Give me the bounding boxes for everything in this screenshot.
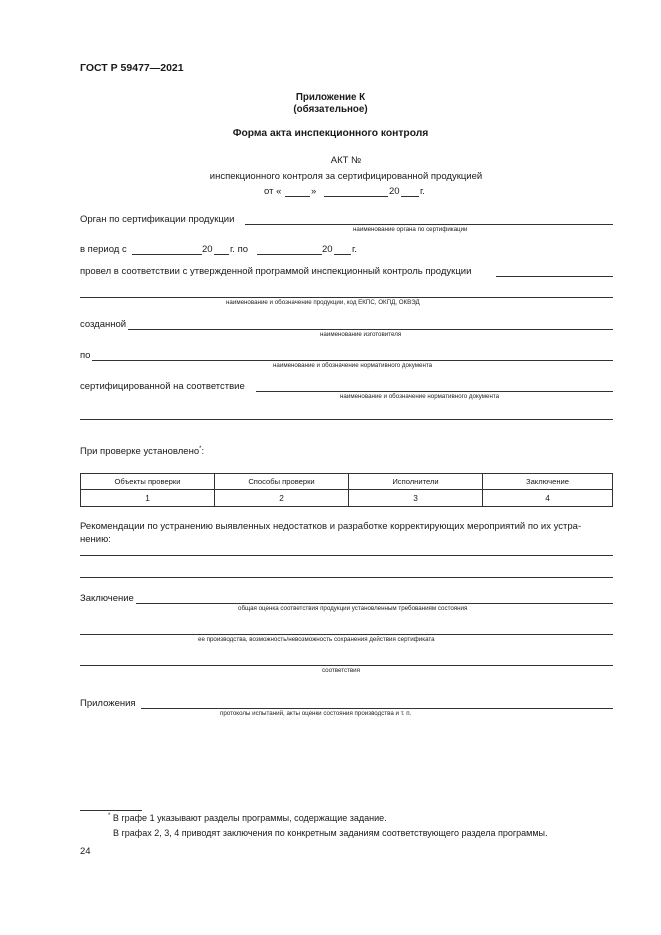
product-input-line[interactable] bbox=[80, 297, 613, 298]
period-year2: 20 bbox=[322, 244, 333, 255]
month-blank[interactable] bbox=[324, 196, 388, 197]
recommendations-line2: нению: bbox=[80, 534, 111, 545]
findings-mark: * bbox=[199, 446, 202, 452]
table-cell-2: 2 bbox=[215, 490, 349, 507]
attachments-label: Приложения bbox=[80, 698, 136, 709]
manufacturer-caption: наименование изготовителя bbox=[320, 331, 402, 338]
period-prefix: в период с bbox=[80, 244, 127, 255]
findings-suffix: : bbox=[201, 446, 205, 458]
appendix-status: (обязательное) bbox=[293, 104, 368, 115]
footnote-mark: * bbox=[108, 813, 111, 819]
period-mid: г. по bbox=[230, 244, 249, 255]
footnote-separator bbox=[80, 810, 142, 811]
table-row bbox=[81, 490, 613, 507]
footnote-line1: В графе 1 указывают разделы программы, содержащие задание. bbox=[112, 813, 387, 823]
certified-label: сертифицированной на соответствие bbox=[80, 381, 245, 392]
organ-caption: наименование органа по сертификации bbox=[353, 226, 468, 233]
conclusion-caption-2: ее производства, возможность/невозможность сохранения действия сертификата bbox=[198, 636, 435, 643]
recommendations-input-line-1[interactable] bbox=[80, 555, 613, 556]
attachments-caption: протоколы испытаний, акты оценки состояния производства и т. п. bbox=[220, 710, 412, 717]
col-objects: Объекты проверки bbox=[81, 474, 215, 490]
period-year2-blank[interactable] bbox=[334, 254, 351, 255]
conducted-input-line[interactable] bbox=[496, 276, 613, 277]
findings-label bbox=[80, 446, 204, 457]
year-blank[interactable] bbox=[401, 196, 419, 197]
col-methods: Способы проверки bbox=[215, 474, 349, 490]
period-suffix: г. bbox=[352, 244, 357, 255]
conclusion-input-line-2[interactable] bbox=[80, 634, 613, 635]
product-caption: наименование и обозначение продукции, код ЕКПС, ОКПД, ОКВЭД bbox=[226, 299, 420, 306]
organ-label: Орган по сертификации продукции bbox=[80, 214, 235, 225]
conclusion-caption-1: общая оценка соответствия продукции установленным требованиям состояния bbox=[238, 605, 468, 612]
ndoc-caption: наименование и обозначение нормативного документа bbox=[273, 362, 433, 369]
conclusion-label: Заключение bbox=[80, 593, 134, 604]
period-year1-blank[interactable] bbox=[214, 254, 229, 255]
standard-code: ГОСТ Р 59477—2021 bbox=[80, 62, 184, 74]
recommendations-input-line-2[interactable] bbox=[80, 577, 613, 578]
conclusion-input-line-3[interactable] bbox=[80, 665, 613, 666]
table-cell-1: 1 bbox=[81, 490, 215, 507]
year-prefix: 20 bbox=[389, 186, 400, 197]
col-executors: Исполнители bbox=[349, 474, 483, 490]
day-blank[interactable] bbox=[285, 196, 310, 197]
year-suffix: г. bbox=[420, 186, 425, 197]
appendix-title: Приложение К bbox=[295, 92, 366, 103]
conclusion-caption-3: соответствия bbox=[322, 667, 360, 674]
col-conclusion: Заключение bbox=[483, 474, 613, 490]
table-cell-4: 4 bbox=[483, 490, 613, 507]
period-start-blank[interactable] bbox=[132, 254, 202, 255]
act-subtitle: инспекционного контроля за сертифицированной продукцией bbox=[209, 171, 483, 182]
ndoc-input-line[interactable] bbox=[92, 360, 613, 361]
certified-extra-line[interactable] bbox=[80, 419, 613, 420]
period-year1: 20 bbox=[202, 244, 213, 255]
date-prefix: от « bbox=[264, 186, 282, 197]
by-label: по bbox=[80, 350, 91, 361]
table-header-row bbox=[81, 474, 613, 490]
period-end-blank[interactable] bbox=[257, 254, 322, 255]
attachments-input-line[interactable] bbox=[141, 708, 613, 709]
created-label: созданной bbox=[80, 319, 127, 330]
conclusion-input-line[interactable] bbox=[136, 603, 613, 604]
findings-text: При проверке установлено bbox=[80, 446, 200, 458]
act-title: АКТ № bbox=[330, 155, 362, 166]
form-title: Форма акта инспекционного контроля bbox=[232, 128, 429, 139]
inspection-table bbox=[80, 473, 613, 507]
footnote-line2: В графах 2, 3, 4 приводят заключения по конкретным заданиям соответствующего раздела программы. bbox=[113, 828, 548, 838]
page-number: 24 bbox=[80, 846, 91, 857]
manufacturer-input-line[interactable] bbox=[128, 329, 613, 330]
certified-caption: наименование и обозначение нормативного документа bbox=[340, 393, 500, 400]
organ-input-line[interactable] bbox=[245, 224, 613, 225]
table-cell-3: 3 bbox=[349, 490, 483, 507]
act-date bbox=[264, 186, 434, 200]
conducted-label: провел в соответствии с утвержденной программой инспекционный контроль продукции bbox=[80, 266, 472, 277]
recommendations-line1: Рекомендации по устранению выявленных недостатков и разработке корректирующих мероприятий по их устра- bbox=[80, 521, 582, 532]
certified-input-line[interactable] bbox=[256, 391, 613, 392]
footnote-line1-wrap bbox=[108, 813, 387, 823]
period-row bbox=[80, 244, 380, 258]
date-sep: » bbox=[311, 186, 317, 197]
